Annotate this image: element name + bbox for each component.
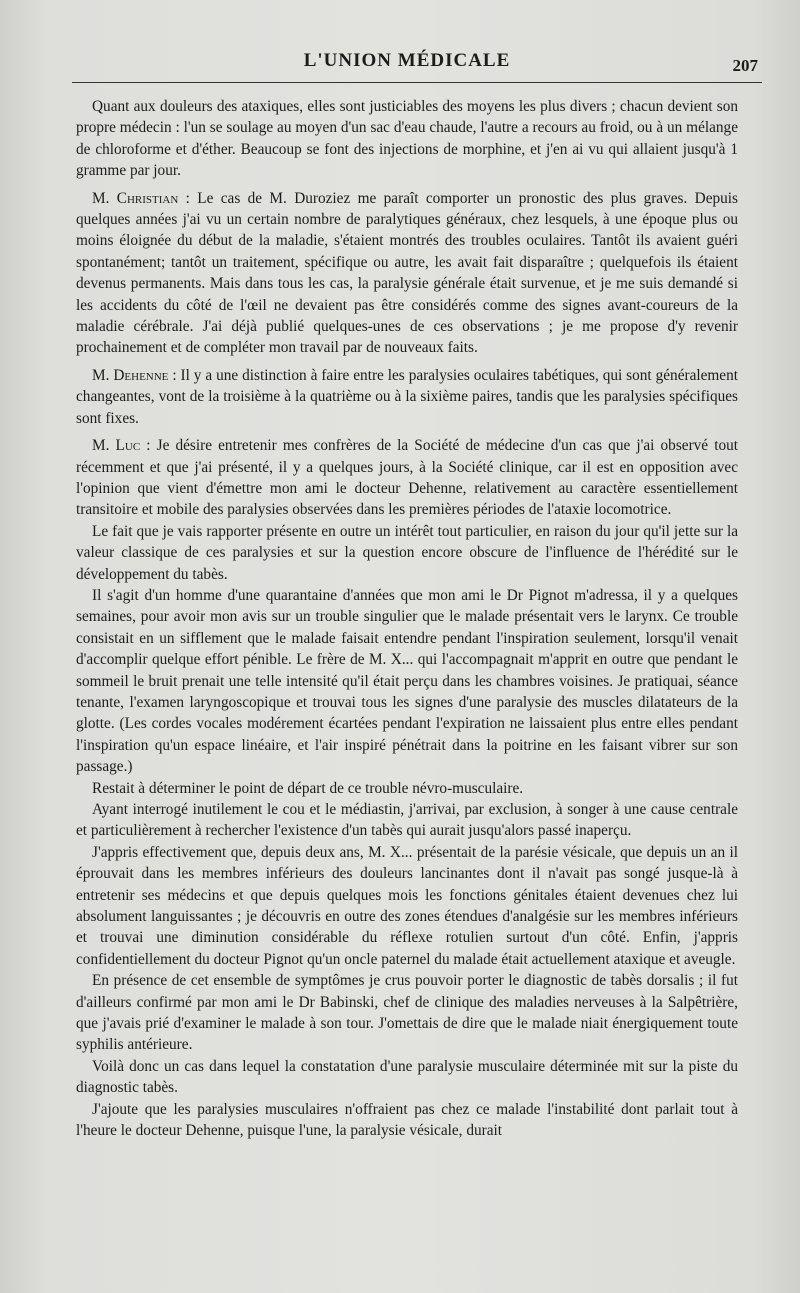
- article-body: [76, 96, 738, 1142]
- speaker-name: M. Luc :: [92, 437, 151, 455]
- paragraph-text: J'ajoute que les paralysies musculaires n'offraient pas chez ce malade l'instabilité dont parlait tout à l'heure le docteur Dehenne, puisque l'une, la paralysie vésicale, durait: [76, 1100, 738, 1140]
- paragraph: [76, 365, 738, 429]
- paragraph-text: Le cas de M. Duroziez me paraît comporter un pronostic des plus graves. Depuis quelques années j'ai vu un certain nombre de paralytiques généraux, chez lesquels, à une époque plus ou moins éloignée du début de la maladie, s'étaient montrés des troubles oculaires. Tantôt ils avaient guéri spontanément; tantôt un traitement, spécifique ou autre, les avait fait disparaître ; quelquefois ils étaient devenus permanents. Mais dans tous les cas, la paralysie générale était survenue, et je me suis demandé si les accidents du côté de l'œil ne devaient pas être considérés comme des signes avant-coureurs de la maladie cérébrale. J'ai déjà publié quelques-unes de ces observations ; je me propose d'y revenir prochainement et de compléter mon travail par de nouveaux faits.: [76, 189, 738, 357]
- page-header: [76, 0, 758, 80]
- paragraph: [76, 1099, 738, 1142]
- page-number: 207: [732, 56, 758, 75]
- paragraph-text: J'appris effectivement que, depuis deux ans, M. X... présentait de la parésie vésicale, que depuis un an il éprouvait dans les membres inférieurs des douleurs lancinantes dont il n'avait pas songé jusque-là à entretenir ses médecins et que depuis quelques mois les fonctions génitales étaient devenues chez lui absolument languissantes ; je découvris en outre des zones étendues d'analgésie sur les membres inférieurs et trouvai une diminution considérable du réflexe rotulien surtout d'un côté. Enfin, j'appris confidentiellement du docteur Pignot qu'un oncle paternel du malade était actuellement ataxique et aveugle.: [76, 843, 738, 968]
- speaker-name: M. Dehenne :: [92, 366, 177, 384]
- running-title: L'UNION MÉDICALE: [303, 50, 511, 71]
- header-rule: [72, 82, 762, 83]
- paragraph-text: En présence de cet ensemble de symptômes je crus pouvoir porter le diagnostic de tabès dorsalis ; il fut d'ailleurs confirmé par mon ami le Dr Babinski, chef de clinique des maladies nerveuses à la Salpêtrière, que j'avais prié d'examiner le malade à son tour. J'omettais de dire que le malade niait énergiquement toute syphilis antérieure.: [76, 972, 738, 1054]
- paragraph-text: Restait à déterminer le point de départ de ce trouble névro-musculaire.: [92, 779, 524, 797]
- paragraph: [76, 521, 738, 585]
- paragraph: [76, 799, 738, 842]
- paragraph: [76, 585, 738, 778]
- paragraph: [76, 1056, 738, 1099]
- speaker-name: M. Christian :: [92, 189, 190, 207]
- paragraph: [76, 188, 738, 359]
- paragraph: [76, 96, 738, 182]
- paragraph-text: Voilà donc un cas dans lequel la constatation d'une paralysie musculaire déterminée mit sur la piste du diagnostic tabès.: [76, 1057, 738, 1097]
- paragraph: [76, 970, 738, 1056]
- paragraph: [76, 842, 738, 970]
- paragraph-text: Il y a une distinction à faire entre les paralysies oculaires tabétiques, qui sont généralement changeantes, vont de la troisième à la quatrième ou à la sixième paires, tandis que les paralysies spécifiques sont fixes.: [76, 366, 738, 427]
- paragraph: [76, 778, 738, 799]
- paragraph-text: Le fait que je vais rapporter présente en outre un intérêt tout particulier, en raison du jour qu'il jette sur la valeur classique de ces paralysies et sur la question encore obscure de l'influence de l'hérédité sur le développement du tabès.: [76, 522, 738, 583]
- paragraph: [76, 435, 738, 521]
- paragraph-text: Quant aux douleurs des ataxiques, elles sont justiciables des moyens les plus divers ; chacun devient son propre médecin : l'un se soulage au moyen d'un sac d'eau chaude, l'autre a recours au froid, ou à un mélange de chloroforme et d'éther. Beaucoup se font des injections de morphine, et j'en ai vu qui allaient jusqu'à 1 gramme par jour.: [76, 98, 738, 180]
- paragraph-text: Je désire entretenir mes confrères de la Société de médecine d'un cas que j'ai observé tout récemment et que j'ai présenté, il y a quelques jours, à la Société clinique, car il est en opposition avec l'opinion que vient d'émettre mon ami le docteur Dehenne, relativement au caractère essentiellement transitoire et mobile des paralysies observées dans les premières périodes de l'ataxie locomotrice.: [76, 437, 739, 519]
- paragraph-text: Ayant interrogé inutilement le cou et le médiastin, j'arrivai, par exclusion, à songer à une cause centrale et particulièrement à rechercher l'existence d'un tabès qui aurait jusqu'alors passé inaperçu.: [76, 801, 738, 840]
- paragraph-text: Il s'agit d'un homme d'une quarantaine d'années que mon ami le Dr Pignot m'adressa, il y a quelques semaines, pour avoir mon avis sur un trouble singulier que le malade présentait vers le larynx. Ce trouble consistait en un sifflement que le malade faisait entendre pendant l'inspiration seulement, lorsqu'il venait d'accomplir quelque effort pénible. Le frère de M. X... qui l'accompagnait m'apprit en outre que pendant le sommeil le bruit prenait une telle intensité qu'il était perçu dans les chambres voisines. Je pratiquai, séance tenante, l'examen laryngoscopique et trouvai tous les signes d'une paralysie des muscles dilatateurs de la glotte. (Les cordes vocales modérement écartées pendant l'expiration ne laissaient plus entre elles pendant l'inspiration qu'un espace linéaire, et l'air inspiré pénétrait dans la poitrine en les faisant vibrer sur son passage.): [76, 586, 738, 776]
